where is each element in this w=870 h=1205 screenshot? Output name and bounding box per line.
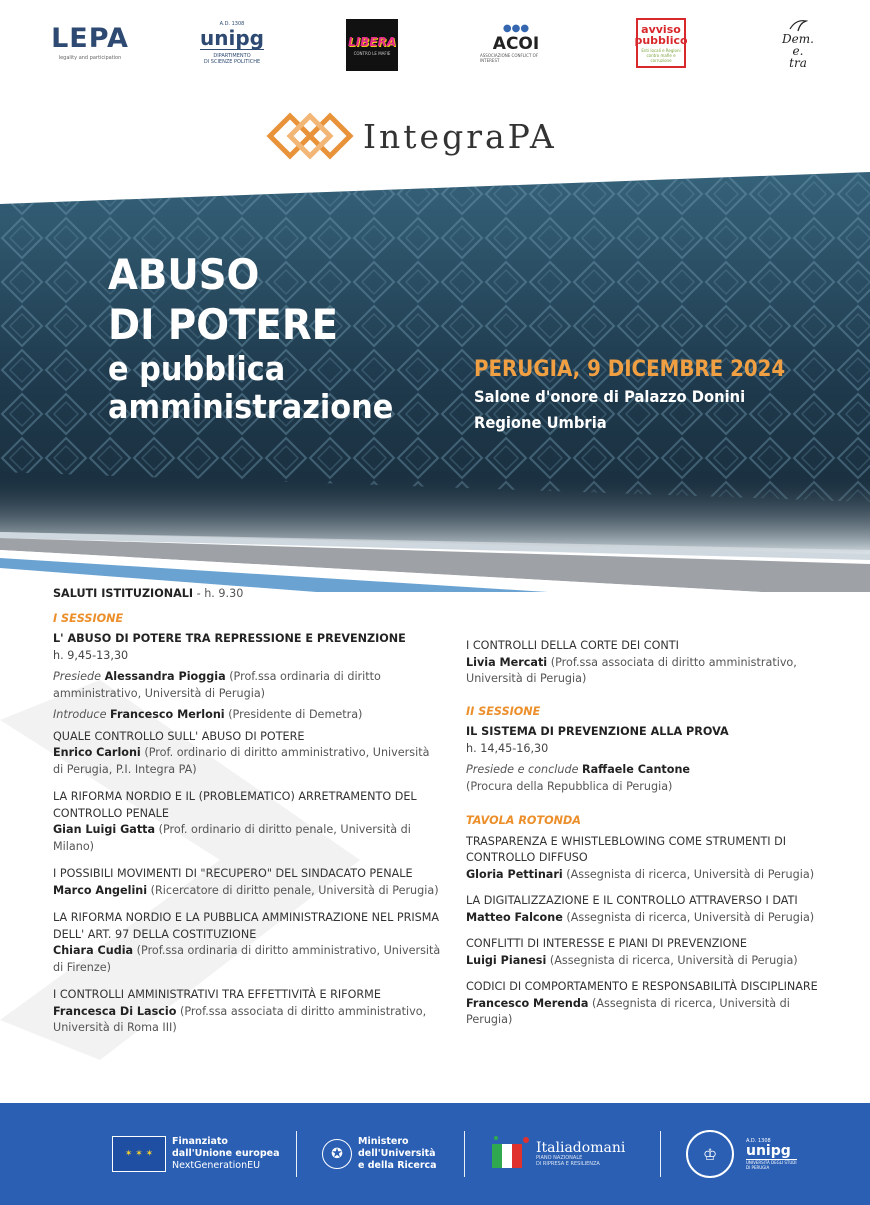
intro-name: Francesco Merloni: [110, 708, 225, 721]
program: [0, 586, 870, 1096]
event-date: PERUGIA, 9 DICEMBRE 2024: [474, 357, 786, 382]
talk-title: I CONTROLLI AMMINISTRATIVI TRA EFFETTIVITÀ E RIFORME: [53, 988, 381, 1001]
eu-flag-icon: ✶ ✶ ✶: [112, 1136, 166, 1172]
libera-name: LIBERA: [348, 34, 396, 49]
funding-footer: [0, 1103, 870, 1205]
talk-title: I POSSIBILI MOVIMENTI DI "RECUPERO" DEL SINDACATO PENALE: [53, 867, 413, 880]
unipg-year: A.D. 1308: [219, 21, 245, 27]
eu-funding-logo: [112, 1130, 279, 1178]
lepa-logo: [50, 14, 130, 72]
integrapa-brand: [265, 110, 625, 162]
talk-title: LA DIGITALIZZAZIONE E IL CONTROLLO ATTRAVERSO I DATI: [466, 894, 798, 907]
speaker-name: Marco Angelini: [53, 883, 148, 897]
talk-title: CODICI DI COMPORTAMENTO E RESPONSABILITÀ DISCIPLINARE: [466, 980, 818, 993]
talk-item: [466, 936, 836, 969]
demetra-line3: tra: [789, 56, 807, 70]
acoi-name: ACOI: [492, 34, 540, 54]
unipg-footer-sub1: UNIVERSITÀ DEGLI STUDI: [746, 1160, 797, 1165]
libera-tagline: CONTRO LE MAFIE: [353, 50, 391, 56]
italia-domani-text: [536, 1141, 625, 1167]
footer-divider: [464, 1131, 465, 1177]
session1-chair: [53, 669, 443, 702]
title-line1: ABUSO: [108, 250, 260, 299]
italian-emblem-icon: ✪: [322, 1139, 352, 1169]
intro-affiliation: (Presidente di Demetra): [228, 708, 363, 721]
session2-chair: [466, 762, 836, 795]
talk-item: [466, 893, 836, 926]
mur-line2: dell'Università: [358, 1148, 436, 1159]
mur-logo: [322, 1130, 437, 1178]
program-right-column: [466, 638, 836, 1034]
speaker-affiliation: (Assegnista di ricerca, Università di Perugia): [466, 996, 790, 1026]
acoi-dots-icon: ●●●: [502, 23, 530, 34]
avviso-tagline: Enti locali e Regioni contro mafie e corruzione: [641, 47, 681, 63]
italia-domani-sub2: DI RIPRESA E RESILIENZA: [536, 1161, 600, 1167]
speaker-affiliation: (Prof.ssa associata di diritto amministrativo, Università di Perugia): [466, 655, 797, 685]
session2-header: [466, 724, 836, 757]
unipg-dept-logo: [196, 14, 268, 72]
speaker-affiliation: (Prof. ordinario di diritto amministrativo, Università di Perugia, P.I. Integra PA): [53, 746, 430, 776]
title-line4: amministrazione: [108, 387, 394, 426]
unipg-footer-text: [746, 1138, 797, 1170]
demetra-line1: Dem.: [782, 32, 814, 46]
demetra-logo: [770, 14, 826, 72]
partner-logos: [0, 14, 870, 78]
university-seal-icon: ♔: [686, 1130, 734, 1178]
chair-role: Presiede: [53, 670, 102, 683]
unipg-dept-line2: DI SCIENZE POLITICHE: [203, 59, 261, 65]
event-region: Regione Umbria: [474, 413, 607, 432]
acoi-tagline: ASSOCIAZIONE CONFLICT OF INTEREST: [480, 53, 539, 63]
talk-item: [53, 789, 443, 855]
unipg-dept-line1: DIPARTIMENTO: [213, 53, 251, 59]
session2-title: IL SISTEMA DI PREVENZIONE ALLA PROVA: [466, 725, 729, 738]
eu-line1: Finanziato: [172, 1136, 228, 1147]
unipg-name: unipg: [200, 26, 264, 50]
mur-line1: Ministero: [358, 1136, 409, 1147]
chair-role: Presiede e conclude: [466, 763, 579, 776]
eu-line2: dall'Unione europea: [172, 1148, 280, 1159]
speaker-name: Gian Luigi Gatta: [53, 823, 156, 836]
talk-title: QUALE CONTROLLO SULL' ABUSO DI POTERE: [53, 729, 305, 743]
session1-header: [53, 631, 443, 664]
speaker-name: Livia Mercati: [466, 655, 548, 669]
integrapa-diamond-icon: [265, 111, 355, 161]
integrapa-name: IntegraPA: [363, 116, 557, 156]
chair-affiliation: (Prof.ssa ordinaria di diritto amministrativo, Università di Perugia): [53, 670, 381, 700]
session2-label: II SESSIONE: [466, 704, 541, 718]
session1-title: L' ABUSO DI POTERE TRA REPRESSIONE E PREVENZIONE: [53, 632, 406, 645]
footer-divider: [660, 1131, 661, 1177]
eu-text: [172, 1136, 279, 1172]
unipg-footer-sub2: DI PERUGIA: [746, 1165, 770, 1170]
lepa-tagline: legality and participation: [58, 55, 122, 61]
italia-domani-sub1: PIANO NAZIONALE: [536, 1155, 583, 1161]
speaker-name: Francesco Merenda: [466, 996, 589, 1010]
speaker-name: Gloria Pettinari: [466, 867, 563, 881]
talk-title: LA RIFORMA NORDIO E IL (PROBLEMATICO) ARRETRAMENTO DEL CONTROLLO PENALE: [53, 790, 417, 820]
italia-domani-name: Italiadomani: [536, 1140, 626, 1156]
talk-item: [53, 910, 443, 976]
unipg-footer-name: unipg: [746, 1144, 797, 1160]
event-info: [474, 356, 820, 436]
event-venue: Salone d'onore di Palazzo Donini: [474, 387, 746, 406]
unipg-footer-logo: [686, 1130, 797, 1178]
session1-intro: [53, 707, 443, 724]
program-left-column: [53, 586, 443, 1042]
italia-domani-icon: [490, 1134, 532, 1174]
speaker-affiliation: (Assegnista di ricerca, Università di Perugia): [549, 953, 798, 967]
saluti-istituzionali: [53, 586, 443, 603]
round-table-label: TAVOLA ROTONDA: [466, 814, 581, 827]
speaker-name: Matteo Falcone: [466, 910, 563, 924]
speaker-affiliation: (Assegnista di ricerca, Università di Perugia): [566, 910, 815, 924]
lepa-name: LEPA: [51, 23, 129, 54]
talk-item: [466, 638, 836, 688]
bird-icon: [788, 17, 808, 33]
speaker-name: Luigi Pianesi: [466, 953, 547, 967]
talk-title: LA RIFORMA NORDIO E LA PUBBLICA AMMINISTRAZIONE NEL PRISMA DELL' ART. 97 DELLA COSTITUZIONE: [53, 911, 440, 941]
avviso-line2: pubblico: [634, 33, 688, 47]
title-line2: DI POTERE: [108, 300, 338, 349]
talk-title: I CONTROLLI DELLA CORTE DEI CONTI: [466, 639, 679, 652]
speaker-affiliation: (Prof. ordinario di diritto penale, Università di Milano): [53, 823, 411, 853]
speaker-name: Enrico Carloni: [53, 746, 141, 759]
event-title: [108, 250, 418, 426]
mur-line3: e della Ricerca: [358, 1160, 437, 1171]
chair-name: Raffaele Cantone: [582, 763, 691, 776]
avviso-line1: avviso: [641, 22, 681, 36]
session2-hours: h. 14,45-16,30: [466, 741, 549, 755]
footer-divider: [296, 1131, 297, 1177]
demetra-line2: e.: [792, 44, 804, 58]
talk-item: [53, 866, 443, 899]
title-line3: e pubblica: [108, 349, 286, 388]
speaker-affiliation: (Prof.ssa associata di diritto amministrativo, Università di Roma III): [53, 1004, 427, 1034]
avviso-pubblico-logo: [636, 18, 686, 68]
chair-name: Alessandra Pioggia: [104, 670, 226, 683]
speaker-name: Chiara Cudia: [53, 944, 134, 957]
speaker-affiliation: (Ricercatore di diritto penale, Università di Perugia): [150, 883, 439, 897]
saluti-time: - h. 9.30: [193, 587, 244, 600]
italia-domani-logo: [490, 1130, 625, 1178]
session1-hours: h. 9,45-13,30: [53, 648, 129, 662]
talk-item: [53, 729, 443, 779]
acoi-logo: [480, 14, 552, 72]
talk-item: [466, 834, 836, 884]
unipg-footer-year: A.D. 1308: [746, 1138, 771, 1144]
chair-affiliation: (Procura della Repubblica di Perugia): [466, 779, 673, 793]
talk-item: [53, 987, 443, 1037]
talk-title: TRASPARENZA E WHISTLEBLOWING COME STRUMENTI DI CONTROLLO DIFFUSO: [466, 834, 787, 864]
talk-item: [466, 979, 836, 1029]
speaker-affiliation: (Assegnista di ricerca, Università di Perugia): [566, 867, 815, 881]
talk-title: CONFLITTI DI INTERESSE E PIANI DI PREVENZIONE: [466, 937, 747, 950]
speaker-name: Francesca Di Lascio: [53, 1004, 177, 1018]
intro-role: Introduce: [53, 708, 107, 721]
mur-text: [358, 1136, 437, 1172]
libera-logo: [346, 19, 398, 71]
eu-line3: NextGenerationEU: [172, 1160, 261, 1171]
saluti-label: SALUTI ISTITUZIONALI: [53, 587, 194, 600]
speaker-affiliation: (Prof.ssa ordinaria di diritto amministrativo, Università di Firenze): [53, 944, 441, 974]
session1-label: I SESSIONE: [53, 611, 124, 625]
